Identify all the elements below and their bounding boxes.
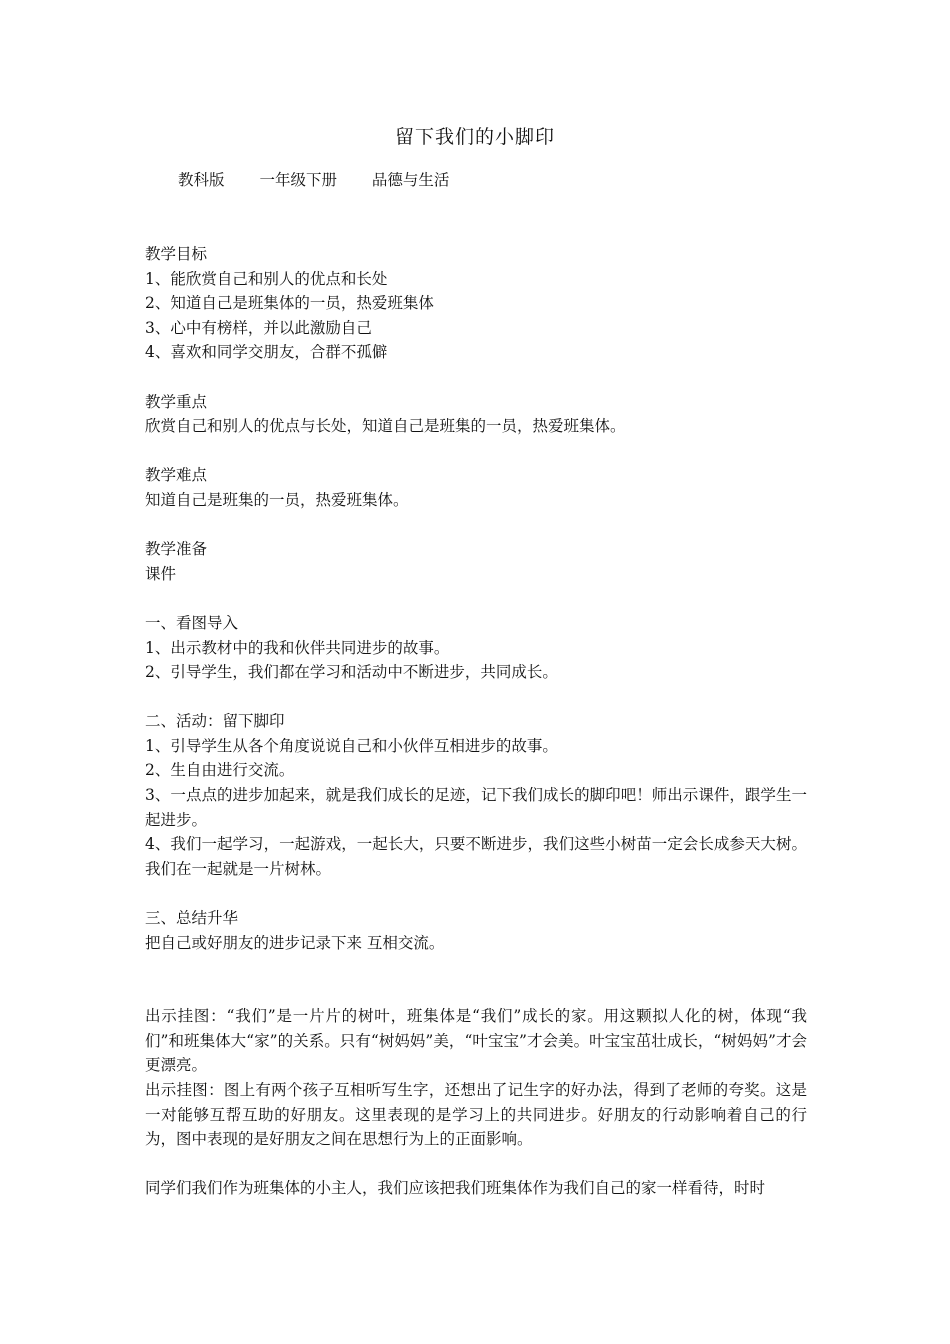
difficulty-text: 知道自己是班集的一员，热爱班集体。 [145, 490, 409, 509]
spacer [145, 439, 807, 464]
part3-heading: 三、总结升华 [145, 909, 239, 928]
note-paragraph: 出示挂图：“我们”是一片片的树叶，班集体是“我们”成长的家。用这颗拟人化的树，体现“我们”和班集体大“家”的关系。只有“树妈妈”美，“叶宝宝”才会美。叶宝宝茁壮成长，“树妈妈”才会更漂亮。 [145, 1007, 807, 1075]
key-text: 欣赏自己和别人的优点与长处，知道自己是班集的一员，热爱班集体。 [145, 417, 626, 436]
prep-heading: 教学准备 [145, 540, 208, 559]
closing-paragraph: 同学们我们作为班集体的小主人，我们应该把我们班集体作为我们自己的家一样看待，时时 [145, 1179, 766, 1198]
part2-item: 2、生自由进行交流。 [145, 761, 295, 780]
part2-heading: 二、活动：留下脚印 [145, 712, 285, 731]
goal-item: 2、知道自己是班集体的一员，热爱班集体 [145, 294, 434, 313]
spacer [145, 365, 807, 390]
part3-text: 把自己或好朋友的进步记录下来 互相交流。 [145, 933, 445, 952]
part1-item: 1、出示教材中的我和伙伴共同进步的故事。 [145, 638, 450, 657]
spacer [145, 586, 807, 611]
meta-grade: 一年级下册 [259, 171, 337, 189]
meta-publisher: 教科版 [178, 171, 225, 189]
goal-item: 4、喜欢和同学交朋友，合群不孤僻 [145, 343, 388, 362]
goal-item: 3、心中有榜样，并以此激励自己 [145, 318, 372, 337]
spacer [145, 685, 807, 710]
goals-heading: 教学目标 [145, 245, 208, 263]
meta-subject: 品德与生活 [371, 171, 450, 189]
spacer [145, 1152, 807, 1177]
document-meta [178, 168, 479, 190]
document-title: 留下我们的小脚印 [394, 126, 555, 148]
spacer [145, 513, 807, 538]
goal-item: 1、能欣赏自己和别人的优点和长处 [145, 269, 388, 288]
prep-text: 课件 [145, 564, 177, 583]
spacer [145, 881, 807, 906]
key-heading: 教学重点 [145, 392, 208, 411]
part2-item: 1、引导学生从各个角度说说自己和小伙伴互相进步的故事。 [145, 736, 558, 755]
part1-item: 2、引导学生，我们都在学习和活动中不断进步，共同成长。 [145, 663, 558, 682]
difficulty-heading: 教学难点 [145, 466, 208, 485]
spacer [145, 955, 807, 1004]
note-paragraph: 出示挂图：图上有两个孩子互相听写生字，还想出了记生字的好办法，得到了老师的夸奖。这是一对能够互帮互助的好朋友。这里表现的是学习上的共同进步。好朋友的行动影响着自己的行为，图中表现的是好朋友之间在思想行为上的正面影响。 [145, 1081, 807, 1149]
part1-heading: 一、看图导入 [145, 613, 239, 632]
part2-item: 4、我们一起学习，一起游戏，一起长大，只要不断进步，我们这些小树苗一定会长成参天大树。我们在一起就是一片树林。 [145, 835, 807, 878]
document-body [145, 242, 807, 1201]
part2-item: 3、一点点的进步加起来，就是我们成长的足迹，记下我们成长的脚印吧！师出示课件，跟学生一起进步。 [145, 786, 807, 829]
